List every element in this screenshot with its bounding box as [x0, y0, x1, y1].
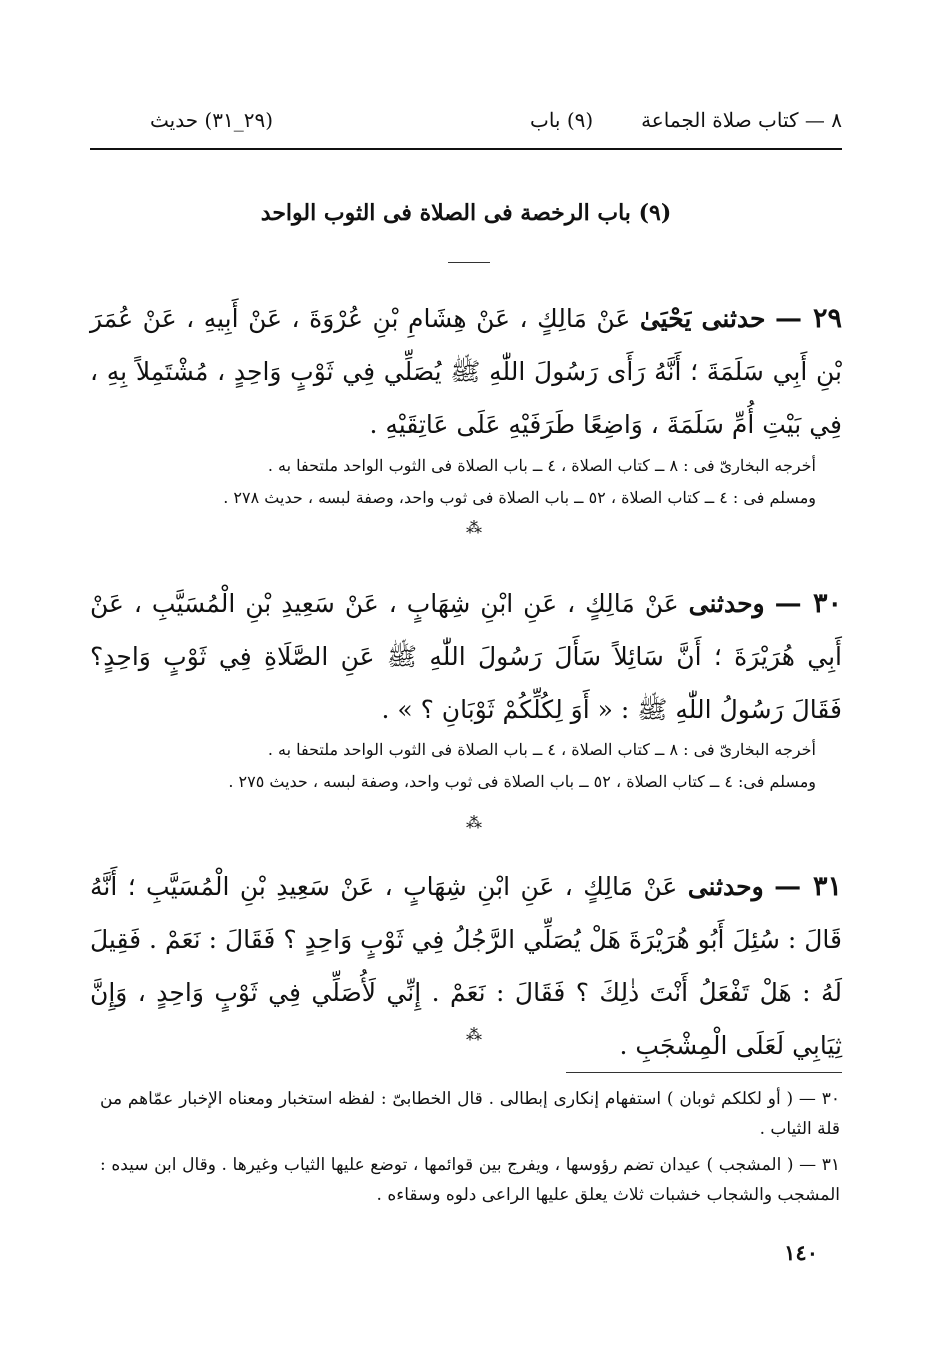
asterism-separator: ⁂ — [466, 1025, 482, 1044]
asterism-separator: ⁂ — [466, 518, 482, 537]
hadith-text: عَنْ مَالِكٍ ، عَنْ هِشَامِ بْنِ عُرْوَةَ ، عَنْ أَبِيهِ ، عَنْ عُمَرَ بْنِ أَبِي سَلَمَةَ ؛ أَنَّهُ رَأَى رَسُولَ اللّٰهِ ﷺ يُصَلِّي فِي ثَوْبٍ وَاحِدٍ ، مُشْتَمِلاً بِهِ ، فِي بَيْتِ أُمِّ سَلَمَةَ ، وَاضِعًا طَرَفَيْهِ عَلَى عَاتِقَيْهِ . — [90, 304, 842, 439]
hadith-number: ٣١ — — [774, 871, 842, 902]
footnote-30: ٣٠ — ( أو لكلكم ثوبان ) استفهام إنكارى إبطالى . قال الخطابىّ : لفظه استخبار ومعناه الإخبار عمّاهم من قلة الثياب . — [100, 1089, 840, 1139]
footnote-31: ٣١ — ( المشجب ) عيدان تضم رؤوسها ، ويفرج بين قوائمها ، توضع عليها الثياب وغيرها . وقال ابن سيده : المشجب والشجاب خشبات ثلاث يعلق عليها الراعى دلوه وسقاءه . — [100, 1155, 840, 1205]
header-hadith-range: (٢٩_٣١) حديث — [150, 108, 274, 132]
hadith-lead: وحدثنى — [688, 589, 765, 618]
footnote-rule — [566, 1072, 842, 1073]
hadith-number: ٢٩ — — [775, 303, 842, 334]
footnotes — [100, 1084, 840, 1216]
header-chapter: (٩) باب — [530, 108, 594, 132]
title-divider — [448, 262, 490, 263]
takhrij-30 — [100, 734, 816, 798]
hadith-number: ٣٠ — — [774, 588, 843, 619]
header-book-title: ٨ — كتاب صلاة الجماعة — [641, 108, 842, 132]
hadith-text: عَنْ مَالِكٍ ، عَنِ ابْنِ شِهَابٍ ، عَنْ سَعِيدِ بْنِ الْمُسَيَّبِ ؛ أَنَّهُ قَالَ : سُئِلَ أَبُو هُرَيْرَةَ هَلْ يُصَلِّي الرَّجُلُ فِي ثَوْبٍ وَاحِدٍ ؟ فَقَالَ : نَعَمْ . فَقِيلَ لَهُ : هَلْ تَفْعَلُ أَنْتَ ذٰلِكَ ؟ فَقَالَ : نَعَمْ . إِنِّي لَأُصَلِّي فِي ثَوْبٍ وَاحِدٍ ، وَإِنَّ ثِيَابِي لَعَلَى الْمِشْجَبِ . — [90, 872, 842, 1060]
asterism-separator: ⁂ — [466, 813, 482, 832]
takhrij-bukhari: أخرجه البخارىّ فى : ٨ ــ كتاب الصلاة ، ٤ ــ باب الصلاة فى الثوب الواحد ملتحفا به . — [267, 740, 816, 759]
takhrij-29 — [100, 450, 816, 514]
header-rule — [90, 148, 842, 150]
hadith-lead: وحدثنى — [687, 872, 764, 901]
takhrij-bukhari: أخرجه البخارىّ فى : ٨ ــ كتاب الصلاة ، ٤ ــ باب الصلاة فى الثوب الواحد ملتحفا به . — [267, 456, 816, 475]
hadith-lead: حدثنى يَحْيَىٰ — [639, 304, 766, 333]
hadith-29 — [90, 292, 842, 451]
page-number: ١٤٠ — [784, 1240, 818, 1265]
takhrij-muslim: ومسلم فى : ٤ ــ كتاب الصلاة ، ٥٢ ــ باب الصلاة فى ثوب واحد، وصفة لبسه ، حديث ٢٧٨ . — [223, 488, 816, 507]
hadith-text: عَنْ مَالِكٍ ، عَنِ ابْنِ شِهَابٍ ، عَنْ سَعِيدِ بْنِ الْمُسَيَّبِ ، عَنْ أَبِي هُرَيْرَةَ ؛ أَنَّ سَائِلاً سَأَلَ رَسُولَ اللّٰهِ ﷺ عَنِ الصَّلَاةِ فِي ثَوْبٍ وَاحِدٍ؟ فَقَالَ رَسُولُ اللّٰهِ ﷺ : « أَوَ لِكُلِّكُمْ ثَوْبَانِ ؟ » . — [90, 589, 842, 724]
takhrij-muslim: ومسلم فى: ٤ ــ كتاب الصلاة ، ٥٢ ــ باب الصلاة فى ثوب واحد، وصفة لبسه ، حديث ٢٧٥ . — [228, 772, 816, 791]
running-header — [90, 108, 842, 142]
chapter-title: (٩) باب الرخصة فى الصلاة فى الثوب الواحد — [260, 200, 672, 226]
hadith-30 — [90, 577, 842, 736]
